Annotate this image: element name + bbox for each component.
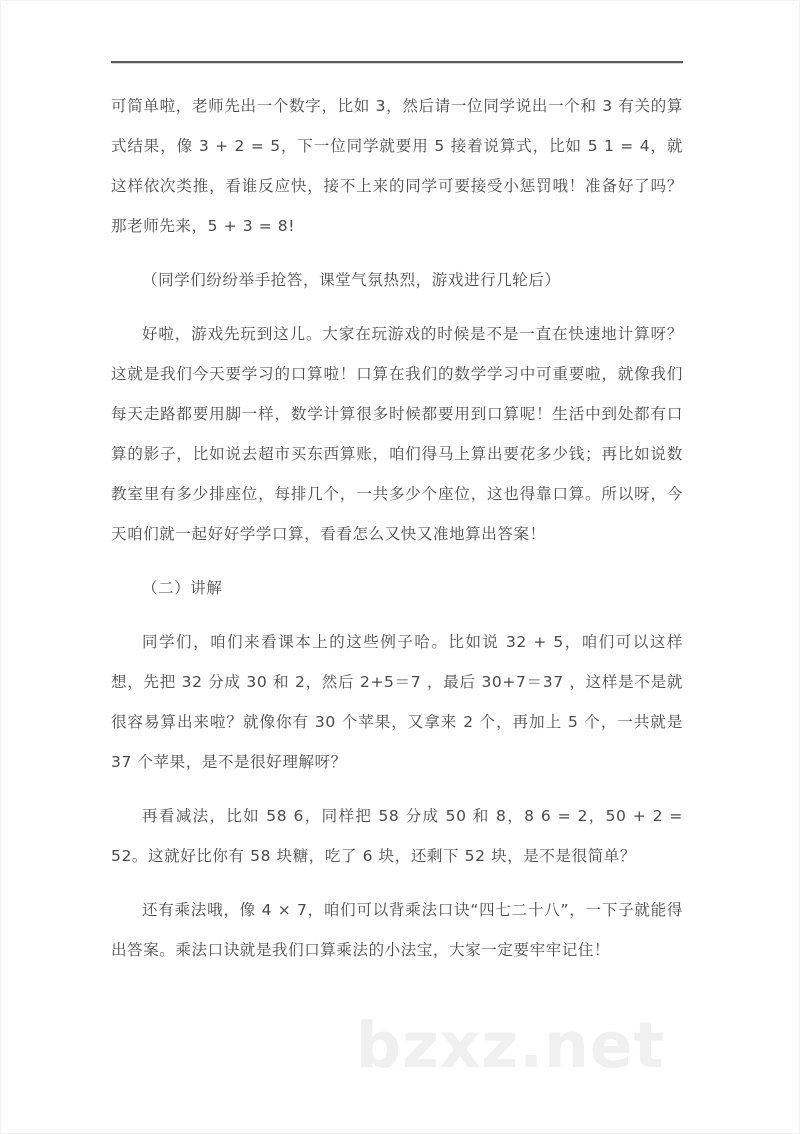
paragraph-multiplication-example: 还有乘法哦，像 4 × 7，咱们可以背乘法口诀“四七二十八”，一下子就能得出答案。乘法口诀就是我们口算乘法的小法宝，大家一定要牢牢记住！ (111, 901, 683, 959)
site-watermark: bzxz.net (356, 1009, 665, 1082)
paragraph-stage-direction: （同学们纷纷举手抢答，课堂气氛热烈，游戏进行几轮后） (142, 271, 561, 289)
paragraph-addition-example: 同学们，咱们来看课本上的这些例子哈。比如说 32 + 5，咱们可以这样想，先把 32 分成 30 和 2，然后 2+5＝7 ，最后 30+7＝37 ，这样是不是就很容易算出来啦？就像你有 30 个苹果，又拿来 2 个，再加上 5 个，一共就是 37 个苹果，是不是很好理解呀？ (111, 633, 683, 771)
paragraph-subtraction-example: 再看减法，比如 58 6，同样把 58 分成 50 和 8，8 6 = 2，50 + 2 = 52。这就好比你有 58 块糖，吃了 6 块，还剩下 52 块，是不是很简单？ (111, 807, 683, 865)
header-rule-divider (111, 61, 683, 64)
paragraph-intro-mental-math: 好啦，游戏先玩到这儿。大家在玩游戏的时候是不是一直在快速地计算呀？这就是我们今天要学习的口算啦！口算在我们的数学学习中可重要啦，就像我们每天走路都要用脚一样，数学计算很多时候都要用到口算呢！生活中到处都有口算的影子，比如说去超市买东西算账，咱们得马上算出要花多少钱；再比如说数教室里有多少排座位，每排几个，一共多少个座位，这也得靠口算。所以呀，今天咱们就一起好好学学口算，看看怎么又快又准地算出答案！ (111, 325, 683, 543)
paragraph-game-rules: 可简单啦，老师先出一个数字，比如 3，然后请一位同学说出一个和 3 有关的算式结果，像 3 + 2 = 5，下一位同学就要用 5 接着说算式，比如 5 1 = 4，就这样依次类推，看谁反应快，接不上来的同学可要接受小惩罚哦！准备好了吗？那老师先来，5 + 3 = 8! (111, 97, 683, 235)
paragraph-section-heading: （二）讲解 (142, 579, 223, 597)
page-content (111, 61, 683, 970)
